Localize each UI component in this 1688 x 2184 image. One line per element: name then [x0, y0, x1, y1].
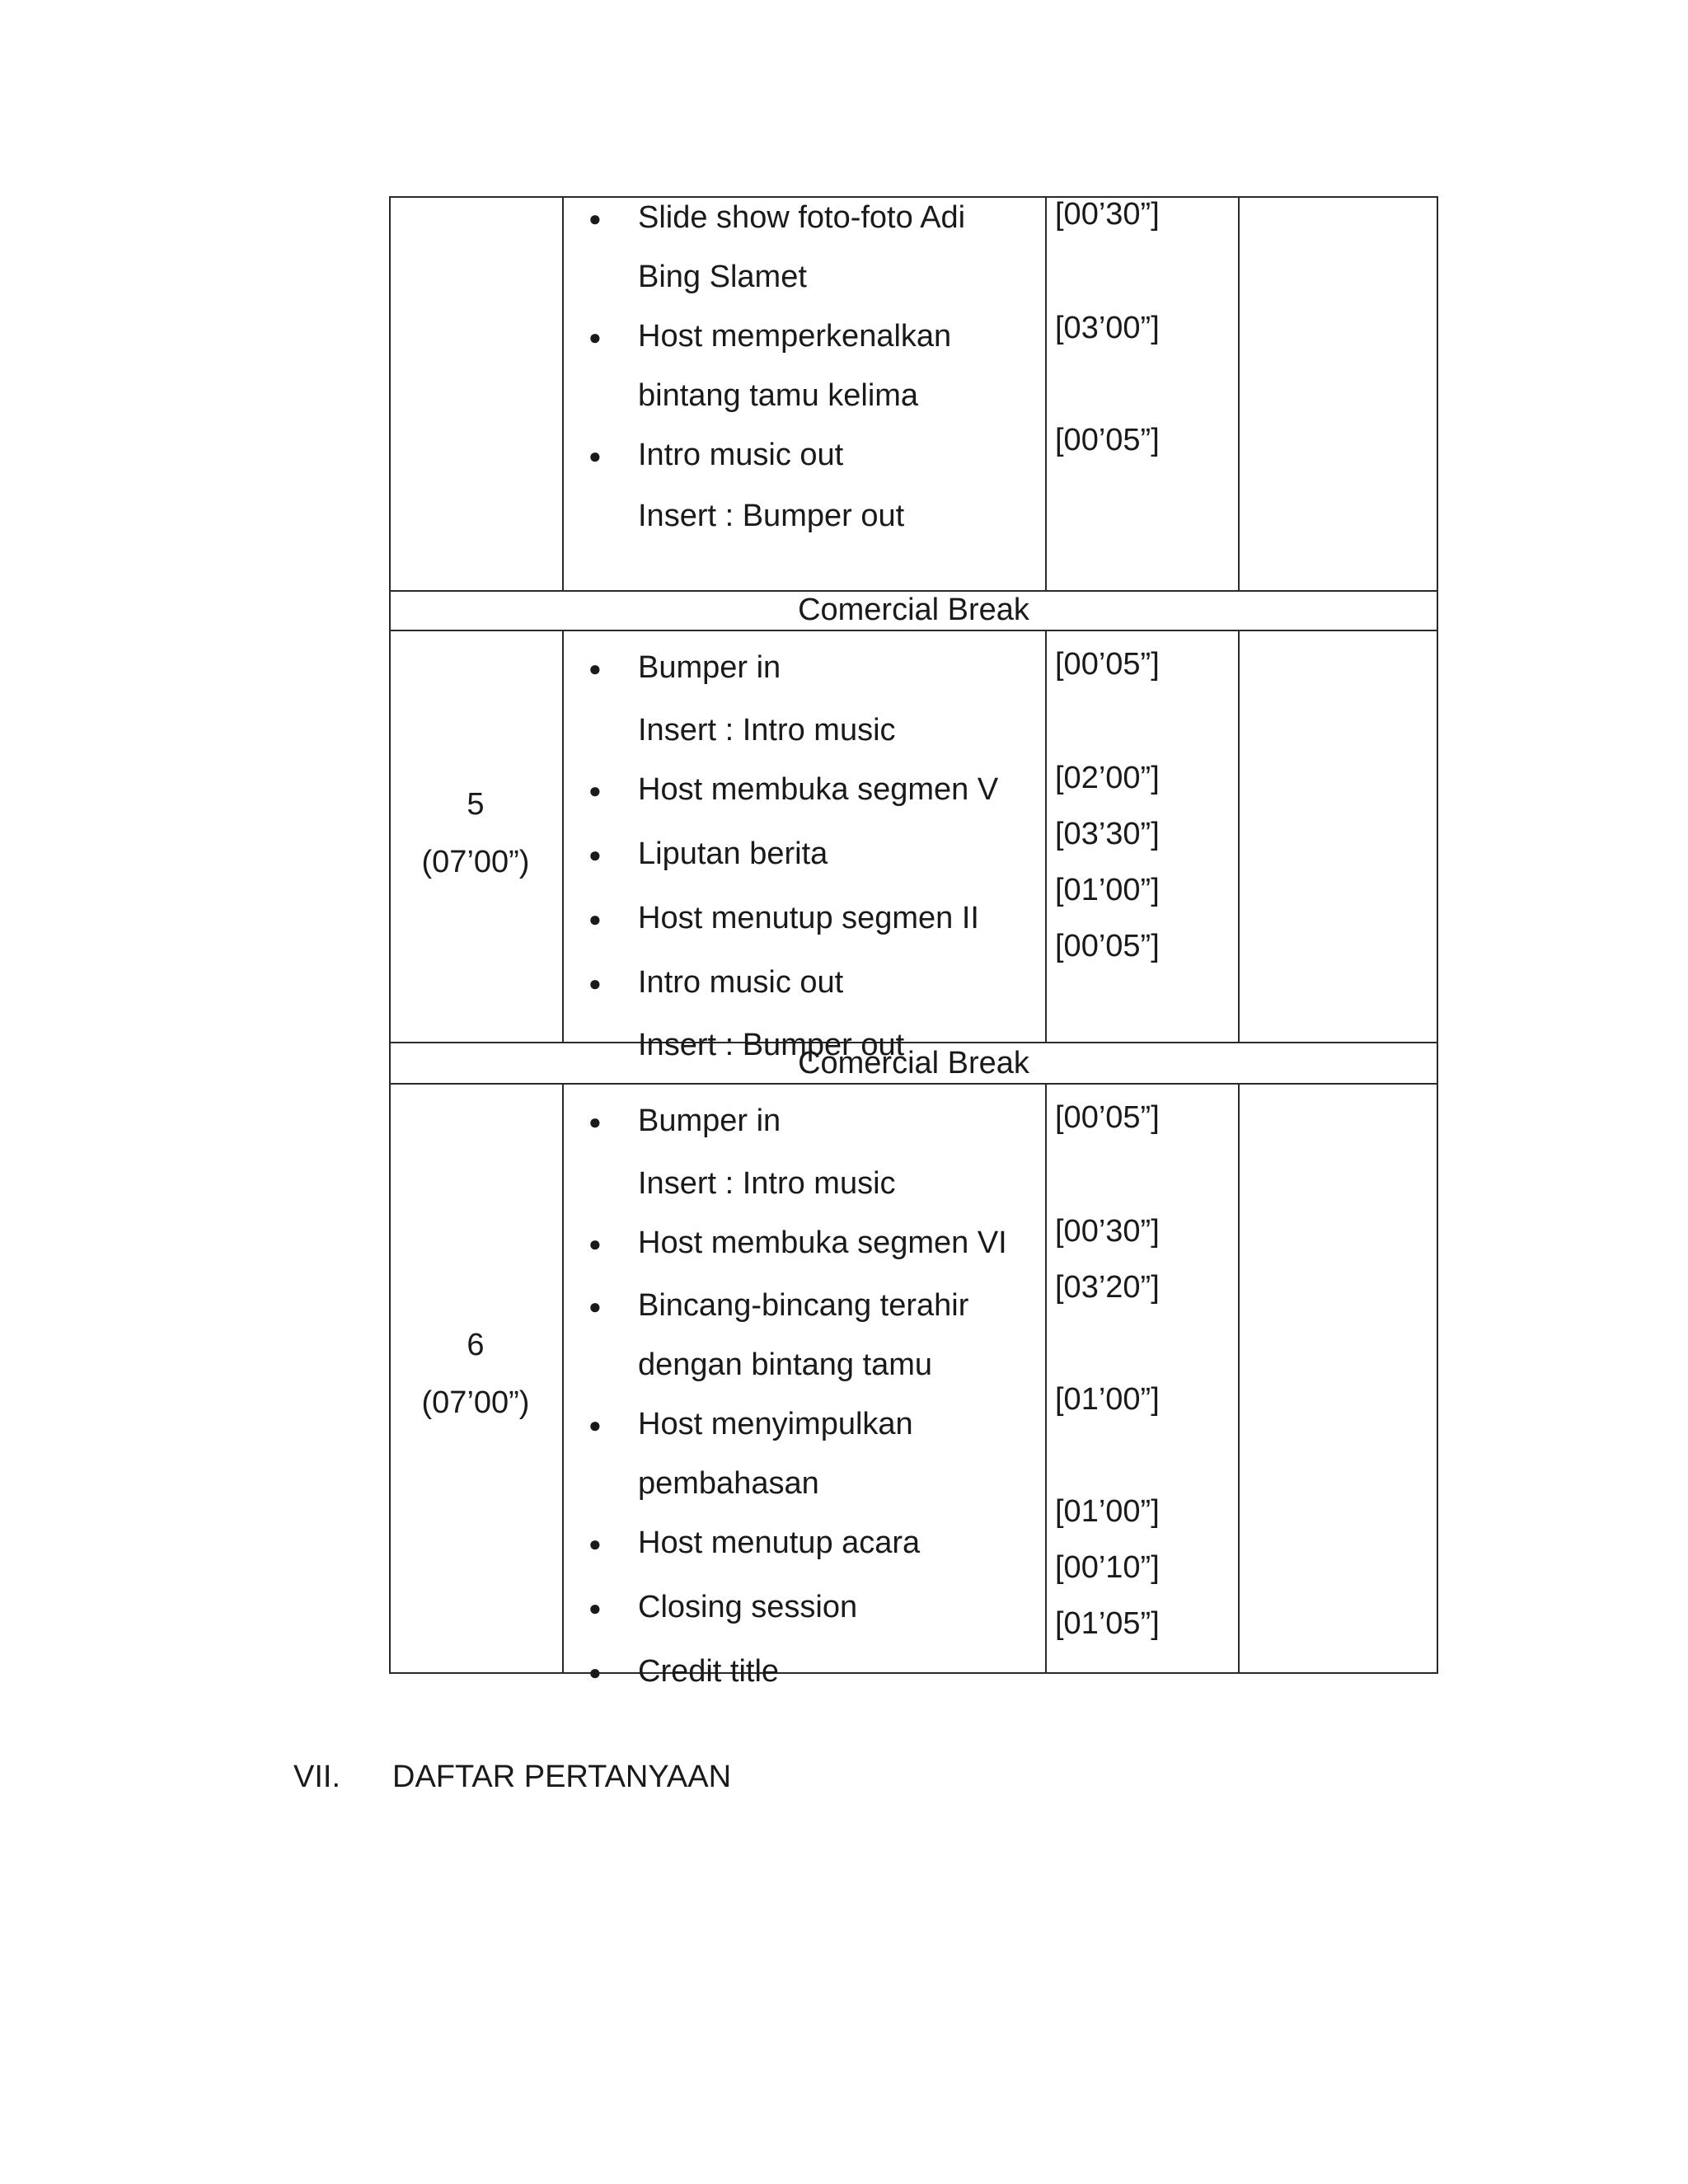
bullet-icon: ● — [588, 206, 602, 231]
commercial-break-label: Comercial Break — [798, 593, 1029, 627]
rundown-item: dengan bintang tamu — [638, 1347, 933, 1382]
segment-number: 5 — [467, 787, 485, 822]
rundown-item: Insert : Intro music — [638, 713, 896, 748]
table-column-border — [1238, 196, 1240, 590]
bullet-icon: ● — [588, 907, 602, 931]
time-entry: [03’00”] — [1055, 311, 1160, 345]
rundown-item: Insert : Bumper out — [638, 499, 905, 533]
table-row-border — [389, 196, 1438, 198]
rundown-item: Slide show foto-foto Adi — [638, 200, 966, 235]
table-column-border — [562, 1083, 564, 1672]
time-entry: [00’05”] — [1055, 423, 1160, 457]
rundown-item: Insert : Intro music — [638, 1166, 896, 1201]
table-column-border — [1045, 630, 1047, 1042]
time-entry: [03’30”] — [1055, 817, 1160, 851]
table-column-border — [1045, 1083, 1047, 1672]
rundown-item: Host menyimpulkan — [638, 1407, 913, 1441]
section-number: VII. — [293, 1760, 341, 1794]
table-row-border — [389, 1042, 1438, 1043]
time-entry: [01’00”] — [1055, 1494, 1160, 1529]
bullet-icon: ● — [588, 842, 602, 867]
bullet-icon: ● — [588, 1596, 602, 1620]
table-row-border — [389, 1672, 1438, 1674]
table-column-border — [1045, 196, 1047, 590]
bullet-icon: ● — [588, 325, 602, 349]
time-entry: [03’20”] — [1055, 1270, 1160, 1305]
bullet-icon: ● — [588, 971, 602, 996]
bullet-icon: ● — [588, 1294, 602, 1319]
rundown-item: Bumper in — [638, 1104, 781, 1138]
bullet-icon: ● — [588, 1531, 602, 1556]
rundown-item: bintang tamu kelima — [638, 378, 919, 413]
table-column-border — [1238, 1083, 1240, 1672]
table-row-border — [389, 1083, 1438, 1085]
table-row-border — [389, 630, 1438, 631]
rundown-item: Intro music out — [638, 438, 844, 472]
time-entry: [02’00”] — [1055, 761, 1160, 795]
segment-duration: (07’00”) — [421, 1385, 530, 1420]
time-entry: [00’05”] — [1055, 929, 1160, 963]
rundown-item: Host membuka segmen VI — [638, 1226, 1007, 1260]
time-entry: [00’30”] — [1055, 197, 1160, 232]
commercial-break-label: Comercial Break — [798, 1046, 1029, 1080]
time-entry: [01’05”] — [1055, 1606, 1160, 1641]
bullet-icon: ● — [588, 1660, 602, 1685]
rundown-item: Intro music out — [638, 965, 844, 1000]
table-column-border — [562, 196, 564, 590]
table-column-border — [562, 630, 564, 1042]
rundown-item: Host membuka segmen V — [638, 772, 999, 807]
rundown-item: Host menutup acara — [638, 1526, 921, 1560]
rundown-item: Bing Slamet — [638, 260, 807, 294]
table-border-right — [1437, 196, 1438, 1674]
rundown-item: Credit title — [638, 1654, 780, 1689]
bullet-icon: ● — [588, 1413, 602, 1437]
time-entry: [00’30”] — [1055, 1214, 1160, 1249]
segment-duration: (07’00”) — [421, 845, 530, 879]
rundown-item: Liputan berita — [638, 837, 828, 871]
section-heading: DAFTAR PERTANYAAN — [392, 1760, 732, 1794]
table-border-left — [389, 196, 391, 1674]
rundown-table — [389, 196, 1438, 1689]
rundown-item: Bumper in — [638, 650, 781, 685]
time-entry: [00’10”] — [1055, 1550, 1160, 1585]
time-entry: [00’05”] — [1055, 647, 1160, 682]
bullet-icon: ● — [588, 1109, 602, 1134]
rundown-item: Insert : Bumper out — [638, 1028, 905, 1062]
rundown-item: Host memperkenalkan — [638, 319, 952, 354]
table-column-border — [1238, 630, 1240, 1042]
rundown-item: Closing session — [638, 1590, 858, 1624]
bullet-icon: ● — [588, 1231, 602, 1256]
bullet-icon: ● — [588, 443, 602, 468]
bullet-icon: ● — [588, 778, 602, 803]
time-entry: [01’00”] — [1055, 1382, 1160, 1417]
time-entry: [01’00”] — [1055, 873, 1160, 907]
rundown-item: pembahasan — [638, 1466, 819, 1501]
rundown-item: Host menutup segmen II — [638, 901, 979, 935]
rundown-item: Bincang-bincang terahir — [638, 1288, 969, 1323]
bullet-icon: ● — [588, 656, 602, 681]
segment-number: 6 — [467, 1328, 485, 1362]
time-entry: [00’05”] — [1055, 1100, 1160, 1135]
